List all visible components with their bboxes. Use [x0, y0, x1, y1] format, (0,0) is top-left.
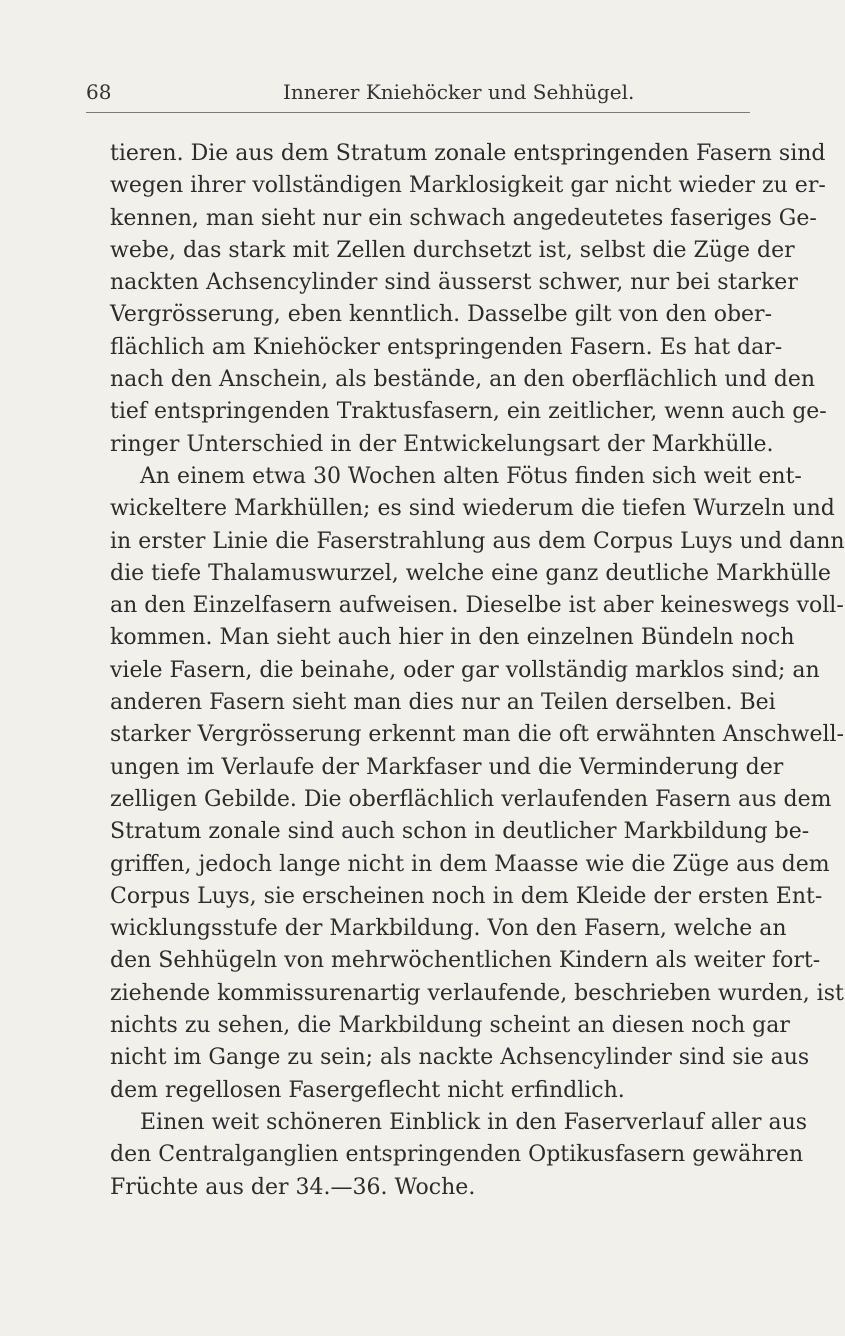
text-line: zelligen Gebilde. Die oberflächlich verlaufenden Fasern aus dem [110, 786, 832, 812]
text-line: ringer Unterschied in der Entwickelungsart der Markhülle. [110, 431, 774, 457]
header-rule [86, 112, 750, 113]
text-line: griffen, jedoch lange nicht in dem Maasse wie die Züge aus dem [110, 851, 830, 877]
text-line: in erster Linie die Faserstrahlung aus dem Corpus Luys und dann [110, 528, 845, 554]
text-line: kommen. Man sieht auch hier in den einzelnen Bündeln noch [110, 625, 795, 651]
page-header [86, 80, 750, 106]
text-line: viele Fasern, die beinahe, oder gar vollständig marklos sind; an [110, 657, 820, 683]
text-line: Vergrösserung, eben kenntlich. Dasselbe gilt von den ober- [110, 302, 773, 328]
text-line: webe, das stark mit Zellen durchsetzt ist, selbst die Züge der [110, 237, 795, 263]
page-number: 68 [86, 80, 112, 104]
text-line: den Sehhügeln von mehrwöchentlichen Kindern als weiter fort- [110, 948, 821, 974]
text-line: Corpus Luys, sie erscheinen noch in dem Kleide der ersten Ent- [110, 883, 823, 909]
text-line: tief entspringenden Traktusfasern, ein zeitlicher, wenn auch ge- [110, 399, 827, 425]
text-line: wicklungsstufe der Markbildung. Von den Fasern, welche an [110, 916, 787, 942]
text-line: wickeltere Markhüllen; es sind wiederum die tiefen Wurzeln und [110, 496, 835, 522]
text-line: nach den Anschein, als bestände, an den oberflächlich und den [110, 367, 816, 393]
text-line: anderen Fasern sieht man dies nur an Teilen derselben. Bei [110, 690, 776, 716]
paragraph-start-line: An einem etwa 30 Wochen alten Fötus finden sich weit ent- [140, 463, 802, 489]
text-line: nackten Achsencylinder sind äusserst schwer, nur bei starker [110, 270, 798, 296]
text-line: tieren. Die aus dem Stratum zonale entspringenden Fasern sind [110, 141, 826, 166]
text-line: kennen, man sieht nur ein schwach angedeutetes faseriges Ge- [110, 205, 817, 231]
text-line: wegen ihrer vollständigen Marklosigkeit gar nicht wieder zu er- [110, 173, 826, 199]
body-text [110, 138, 845, 1204]
text-line: Früchte aus der 34.—36. Woche. [110, 1174, 476, 1200]
running-title: Innerer Kniehöcker und Sehhügel. [283, 80, 635, 104]
text-line: an den Einzelfasern aufweisen. Dieselbe ist aber keineswegs voll- [110, 593, 844, 619]
text-line: flächlich am Kniehöcker entspringenden Fasern. Es hat dar- [110, 334, 783, 360]
text-line: den Centralganglien entspringenden Optikusfasern gewähren [110, 1142, 804, 1168]
text-line: Stratum zonale sind auch schon in deutlicher Markbildung be- [110, 819, 810, 845]
text-line: starker Vergrösserung erkennt man die oft erwähnten Anschwell- [110, 722, 844, 748]
text-line: dem regellosen Fasergeflecht nicht erfindlich. [110, 1077, 625, 1103]
text-line: ungen im Verlaufe der Markfaser und die Verminderung der [110, 754, 784, 780]
text-line: nichts zu sehen, die Markbildung scheint an diesen noch gar [110, 1013, 790, 1039]
text-line: die tiefe Thalamuswurzel, welche eine ganz deutliche Markhülle [110, 560, 831, 586]
paragraph-start-line: Einen weit schöneren Einblick in den Faserverlauf aller aus [140, 1109, 808, 1135]
text-line: ziehende kommissurenartig verlaufende, beschrieben wurden, ist [110, 980, 844, 1006]
text-line: nicht im Gange zu sein; als nackte Achsencylinder sind sie aus [110, 1045, 810, 1071]
